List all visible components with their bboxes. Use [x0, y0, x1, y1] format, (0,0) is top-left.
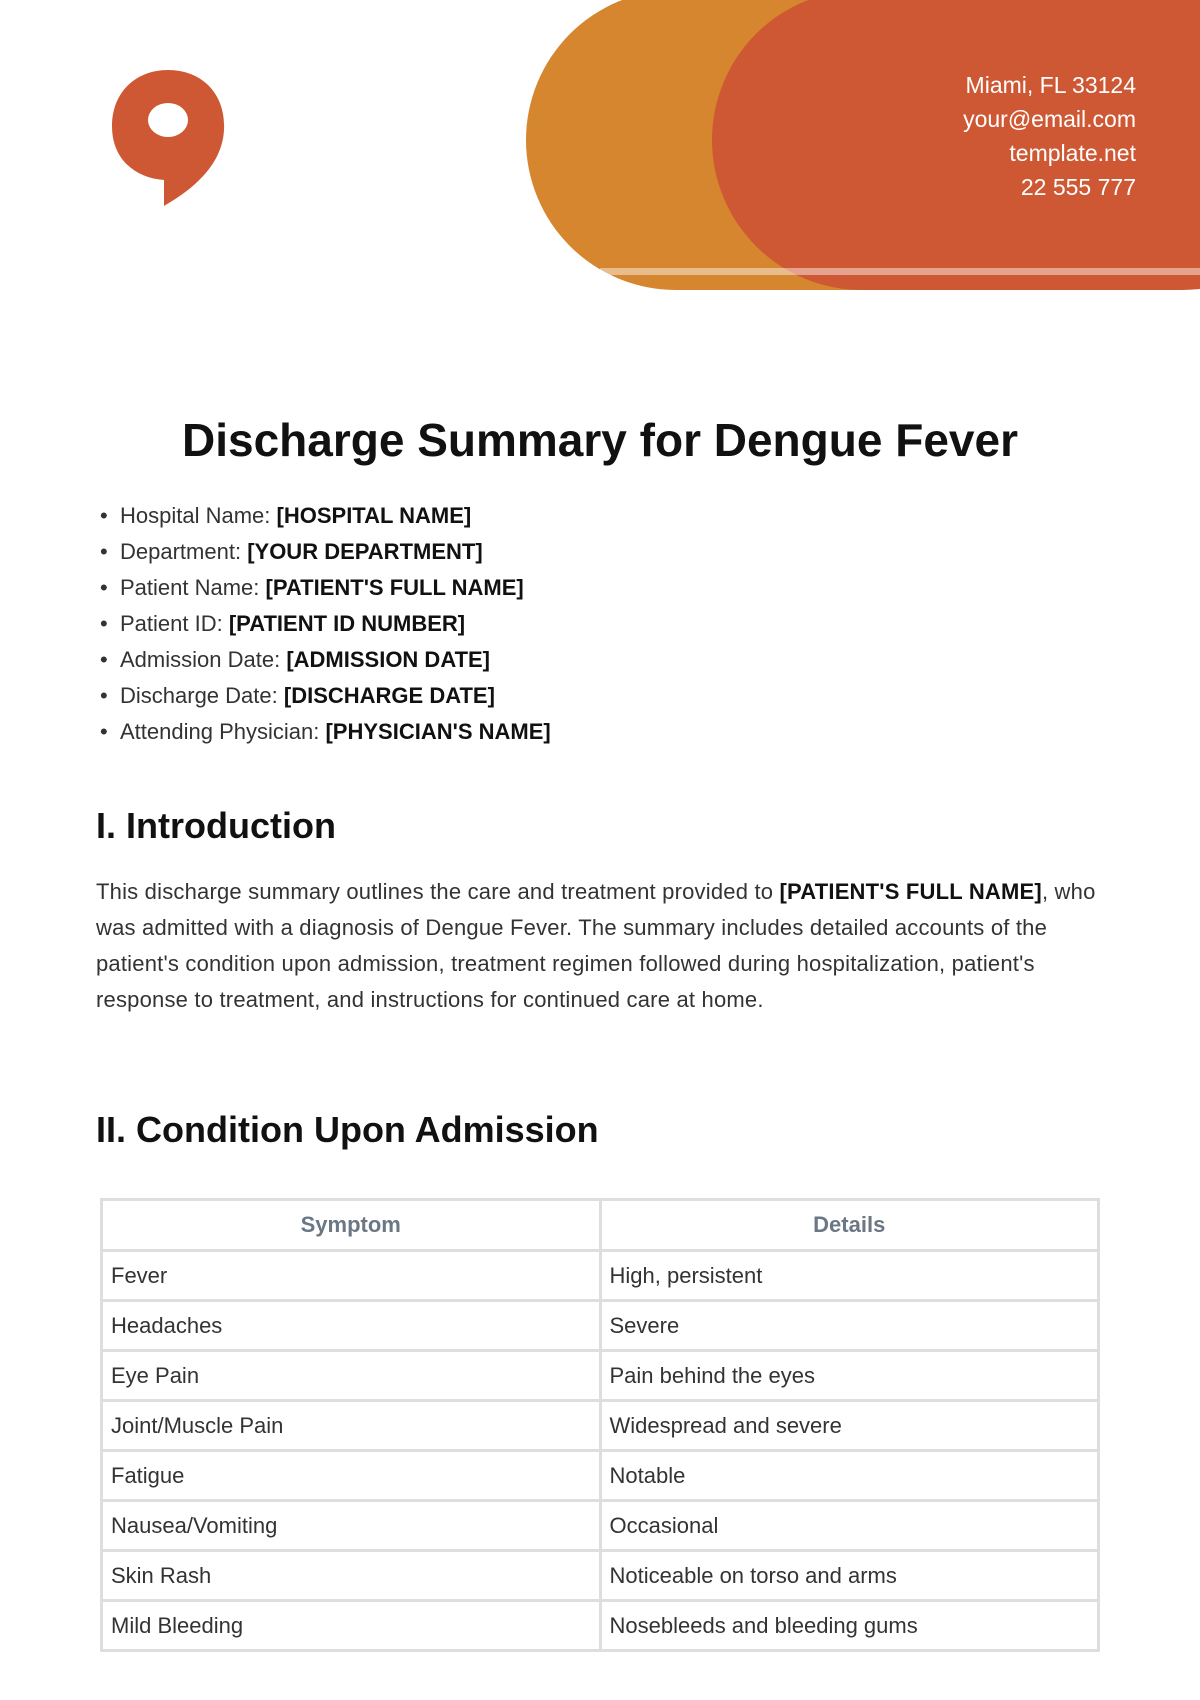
- table-row: [102, 1251, 1099, 1301]
- contact-phone: 22 555 777: [1020, 174, 1136, 200]
- introduction-heading: I. Introduction: [96, 805, 336, 846]
- details-cell: Occasional: [600, 1501, 1099, 1551]
- info-label: Attending Physician:: [120, 719, 320, 744]
- table-header-row: [102, 1200, 1099, 1251]
- info-item-department: • Department: [YOUR DEPARTMENT]: [100, 539, 483, 564]
- table-row: [102, 1351, 1099, 1401]
- patient-info-list: [100, 498, 551, 750]
- info-item-hospital: • Hospital Name: [HOSPITAL NAME]: [100, 503, 472, 528]
- table-row: [102, 1501, 1099, 1551]
- info-label: Discharge Date:: [120, 683, 278, 708]
- table-row: [102, 1601, 1099, 1651]
- details-cell: Severe: [600, 1301, 1099, 1351]
- contact-email[interactable]: your@email.com: [963, 106, 1136, 132]
- introduction-paragraph: [96, 874, 1106, 1018]
- info-value: [PATIENT'S FULL NAME]: [265, 575, 524, 600]
- info-label: Hospital Name:: [120, 503, 271, 528]
- table-row: [102, 1451, 1099, 1501]
- info-label: Department:: [120, 539, 242, 564]
- symptom-cell: Headaches: [102, 1301, 601, 1351]
- details-cell: Noticeable on torso and arms: [600, 1551, 1099, 1601]
- info-item-patient-name: • Patient Name: [PATIENT'S FULL NAME]: [100, 575, 524, 600]
- contact-address: Miami, FL 33124: [965, 72, 1136, 98]
- info-item-admission-date: • Admission Date: [ADMISSION DATE]: [100, 647, 491, 672]
- intro-text-before: This discharge summary outlines the care and treatment provided to: [96, 879, 780, 904]
- info-label: Patient Name:: [120, 575, 260, 600]
- speech-bubble-logo-icon: [108, 68, 228, 208]
- details-cell: Pain behind the eyes: [600, 1351, 1099, 1401]
- symptom-cell: Nausea/Vomiting: [102, 1501, 601, 1551]
- symptom-cell: Eye Pain: [102, 1351, 601, 1401]
- intro-patient-placeholder: [PATIENT'S FULL NAME]: [779, 879, 1042, 904]
- document-title: Discharge Summary for Dengue Fever: [182, 414, 1018, 466]
- info-item-discharge-date: • Discharge Date: [DISCHARGE DATE]: [100, 683, 495, 708]
- info-value: [PATIENT ID NUMBER]: [228, 611, 466, 636]
- info-item-physician: • Attending Physician: [PHYSICIAN'S NAME]: [100, 719, 551, 744]
- info-value: [DISCHARGE DATE]: [283, 683, 495, 708]
- table-row: [102, 1401, 1099, 1451]
- symptom-cell: Fever: [102, 1251, 601, 1301]
- info-value: [HOSPITAL NAME]: [276, 503, 472, 528]
- symptom-cell: Joint/Muscle Pain: [102, 1401, 601, 1451]
- details-cell: High, persistent: [600, 1251, 1099, 1301]
- details-cell: Nosebleeds and bleeding gums: [600, 1601, 1099, 1651]
- condition-heading: II. Condition Upon Admission: [96, 1109, 599, 1150]
- info-label: Patient ID:: [120, 611, 223, 636]
- header-stripe: [600, 268, 1200, 275]
- info-item-patient-id: • Patient ID: [PATIENT ID NUMBER]: [100, 611, 466, 636]
- details-cell: Widespread and severe: [600, 1401, 1099, 1451]
- details-cell: Notable: [600, 1451, 1099, 1501]
- symptom-cell: Fatigue: [102, 1451, 601, 1501]
- intro-text-after: , who was admitted with a diagnosis of Dengue Fever. The summary includes detailed accounts of the patient's condition upon admission, treatment regimen followed during hospitalization, patient's response to treatment, and instructions for continued care at home.: [96, 879, 1096, 1012]
- column-header-symptom: Symptom: [102, 1200, 601, 1251]
- info-value: [ADMISSION DATE]: [286, 647, 491, 672]
- symptom-cell: Skin Rash: [102, 1551, 601, 1601]
- info-value: [PHYSICIAN'S NAME]: [325, 719, 551, 744]
- symptom-table: [100, 1198, 1100, 1652]
- table-row: [102, 1551, 1099, 1601]
- symptom-cell: Mild Bleeding: [102, 1601, 601, 1651]
- contact-website[interactable]: template.net: [1009, 140, 1136, 166]
- column-header-details: Details: [600, 1200, 1099, 1251]
- info-label: Admission Date:: [120, 647, 281, 672]
- contact-block: [963, 68, 1136, 204]
- table-row: [102, 1301, 1099, 1351]
- info-value: [YOUR DEPARTMENT]: [247, 539, 483, 564]
